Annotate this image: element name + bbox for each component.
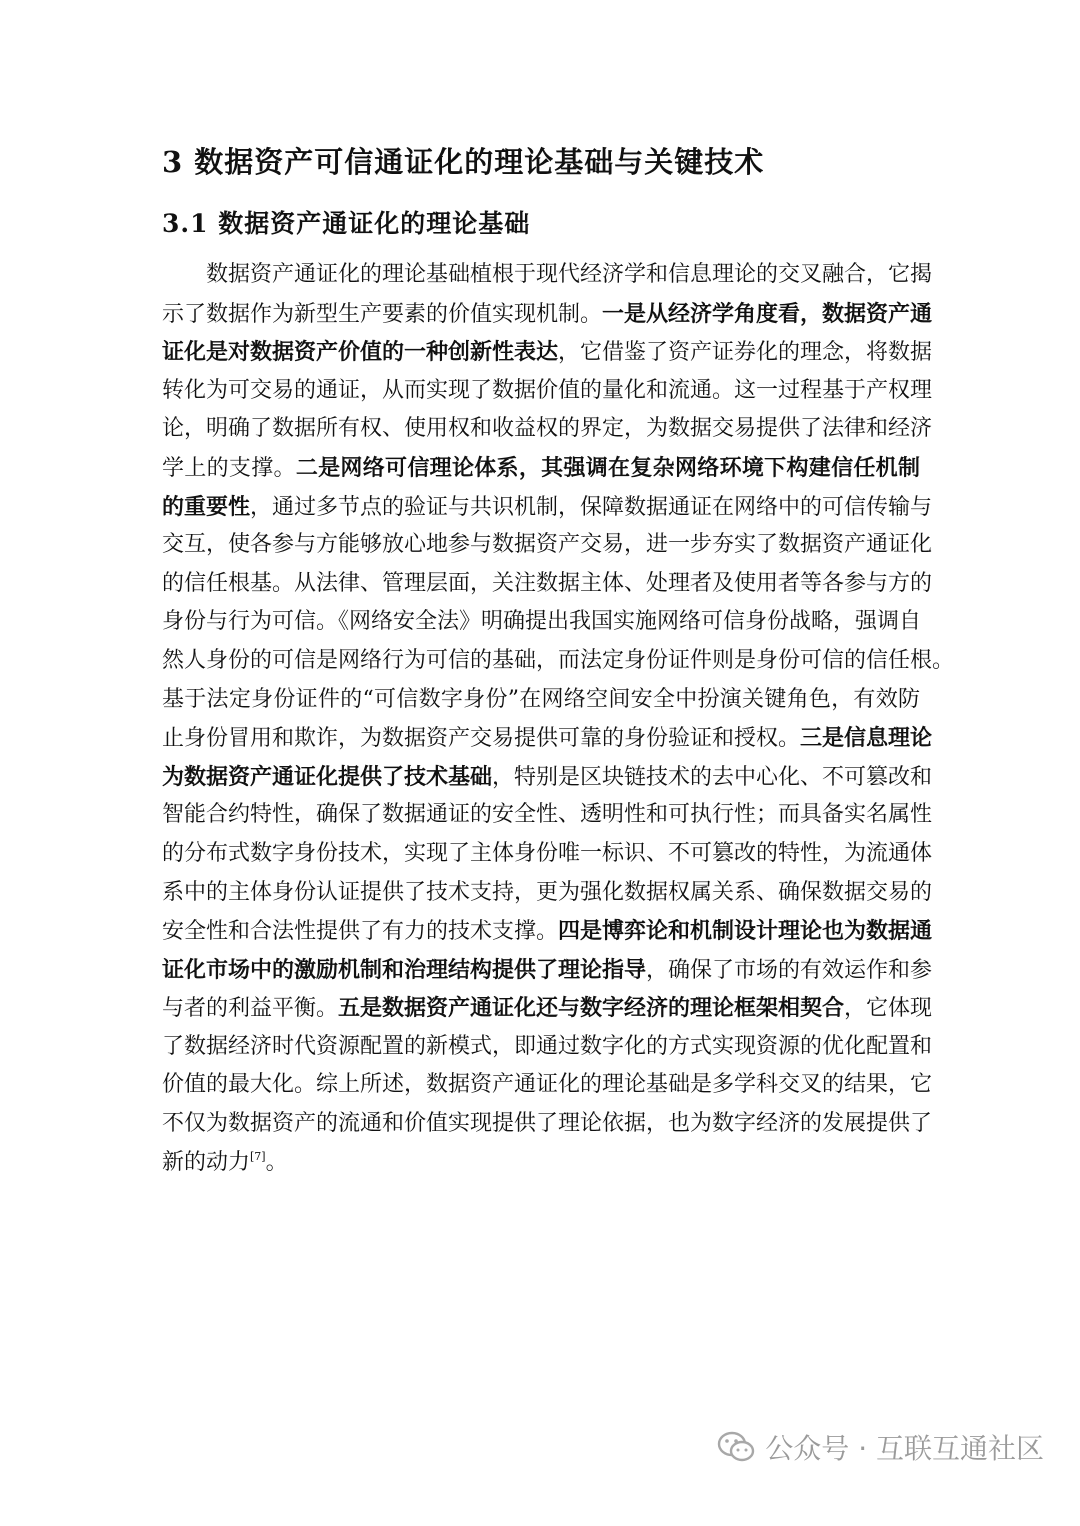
bold-text-run: 四是博弈论和机制设计理论也为数据通	[558, 918, 933, 945]
text-run: 智能合约特性，确保了数据通证的安全性、透明性和可执行性；而具备实名属性	[162, 802, 933, 828]
paragraph-line	[162, 1066, 933, 1105]
text-run: 论，明确了数据所有权、使用权和收益权的界定，为数据交易提供了法律和经济	[162, 416, 933, 442]
paragraph-line	[162, 1144, 920, 1183]
text-run: 然人身份的可信是网络行为可信的基础，而法定身份证件则是身份可信的信任根。	[162, 647, 955, 673]
citation-marker: [7]	[250, 1149, 266, 1163]
text-run: 新的动力	[162, 1149, 251, 1175]
paragraph-line	[162, 372, 933, 411]
paragraph-line	[162, 603, 920, 642]
paragraph-line	[162, 719, 933, 758]
wechat-official-account-icon	[717, 1431, 755, 1463]
text-run: 与者的利益平衡。	[162, 996, 339, 1022]
text-run: 的分布式数字身份技术，实现了主体身份唯一标识、不可篡改的特性，为流通体	[162, 840, 933, 866]
paragraph-line	[162, 681, 920, 720]
paragraph-line	[162, 410, 933, 449]
paragraph-line	[162, 449, 920, 488]
bold-text-run: 二是网络可信理论体系，其强调在复杂网络环境下构建信任机制	[295, 454, 920, 481]
paragraph-line	[162, 951, 933, 990]
text-run: 系中的主体身份认证提供了技术支持，更为强化数据权属关系、确保数据交易的	[162, 879, 933, 905]
text-run: ，通过多节点的验证与共识机制，保障数据通证在网络中的可信传输与	[250, 494, 933, 520]
text-run: 转化为可交易的通证，从而实现了数据价值的量化和流通。这一过程基于产权理	[162, 377, 933, 403]
paragraph-line	[162, 526, 933, 565]
bold-text-run: 证化是对数据资产价值的一种创新性表达	[162, 339, 559, 366]
paragraph-line	[162, 835, 933, 874]
paragraph-line	[162, 1028, 933, 1067]
paragraph-line	[162, 256, 933, 295]
text-run: ，确保了市场的有效运作和参	[646, 957, 933, 983]
section-heading: 3 数据资产可信通证化的理论基础与关键技术	[162, 145, 765, 179]
text-run: 交互，使各参与方能够放心地参与数据资产交易，进一步夯实了数据资产通证化	[162, 532, 933, 558]
paragraph-line	[162, 333, 933, 372]
paragraph-line	[162, 1105, 933, 1144]
text-run: ，特别是区块链技术的去中心化、不可篡改和	[492, 764, 933, 790]
text-run: ，它体现	[844, 996, 933, 1022]
paragraph-line	[162, 642, 955, 681]
subsection-heading: 3.1 数据资产通证化的理论基础	[162, 209, 531, 238]
body-paragraph	[162, 256, 955, 1182]
paragraph-line	[162, 989, 933, 1028]
paragraph-line	[162, 912, 933, 951]
paragraph-line	[162, 874, 933, 913]
text-run: 数据资产通证化的理论基础植根于现代经济学和信息理论的交叉融合，它揭	[206, 262, 933, 287]
text-run: 止身份冒用和欺诈，为数据资产交易提供可靠的身份验证和授权。	[162, 726, 801, 752]
text-run: 的信任根基。从法律、管理层面，关注数据主体、处理者及使用者等各参与方的	[162, 570, 933, 596]
paragraph-line	[162, 796, 933, 835]
text-run: 不仅为数据资产的流通和价值实现提供了理论依据，也为数字经济的发展提供了	[162, 1111, 933, 1137]
text-run: 安全性和合法性提供了有力的技术支撑。	[162, 919, 559, 945]
bold-text-run: 的重要性	[162, 493, 251, 520]
bold-text-run: 证化市场中的激励机制和治理结构提供了理论指导	[162, 956, 647, 983]
watermark-text: 公众号 · 互联互通社区	[765, 1432, 1044, 1465]
text-run: 了数据经济时代资源配置的新模式，即通过数字化的方式实现资源的优化配置和	[162, 1033, 933, 1059]
text-run: 身份与行为可信。《网络安全法》明确提出我国实施网络可信身份战略，强调自	[162, 609, 922, 635]
bold-text-run: 三是信息理论	[800, 725, 933, 752]
paragraph-line	[162, 758, 933, 797]
watermark	[717, 1422, 1044, 1472]
paragraph-line	[162, 488, 933, 527]
closing-punctuation: 。	[265, 1149, 288, 1175]
paragraph-line	[162, 295, 933, 334]
text-run: ，它借鉴了资产证券化的理念，将数据	[558, 340, 933, 366]
text-run: 基于法定身份证件的“可信数字身份”在网络空间安全中扮演关键角色，有效防	[162, 686, 920, 712]
bold-text-run: 一是从经济学角度看，数据资产通	[602, 300, 933, 327]
paragraph-line	[162, 565, 933, 604]
bold-text-run: 为数据资产通证化提供了技术基础	[162, 763, 493, 790]
bold-text-run: 五是数据资产通证化还与数字经济的理论框架相契合	[338, 995, 845, 1022]
text-run: 价值的最大化。综上所述，数据资产通证化的理论基础是多学科交叉的结果，它	[162, 1072, 933, 1098]
text-run: 示了数据作为新型生产要素的价值实现机制。	[162, 301, 603, 327]
text-run: 学上的支撑。	[162, 455, 296, 481]
